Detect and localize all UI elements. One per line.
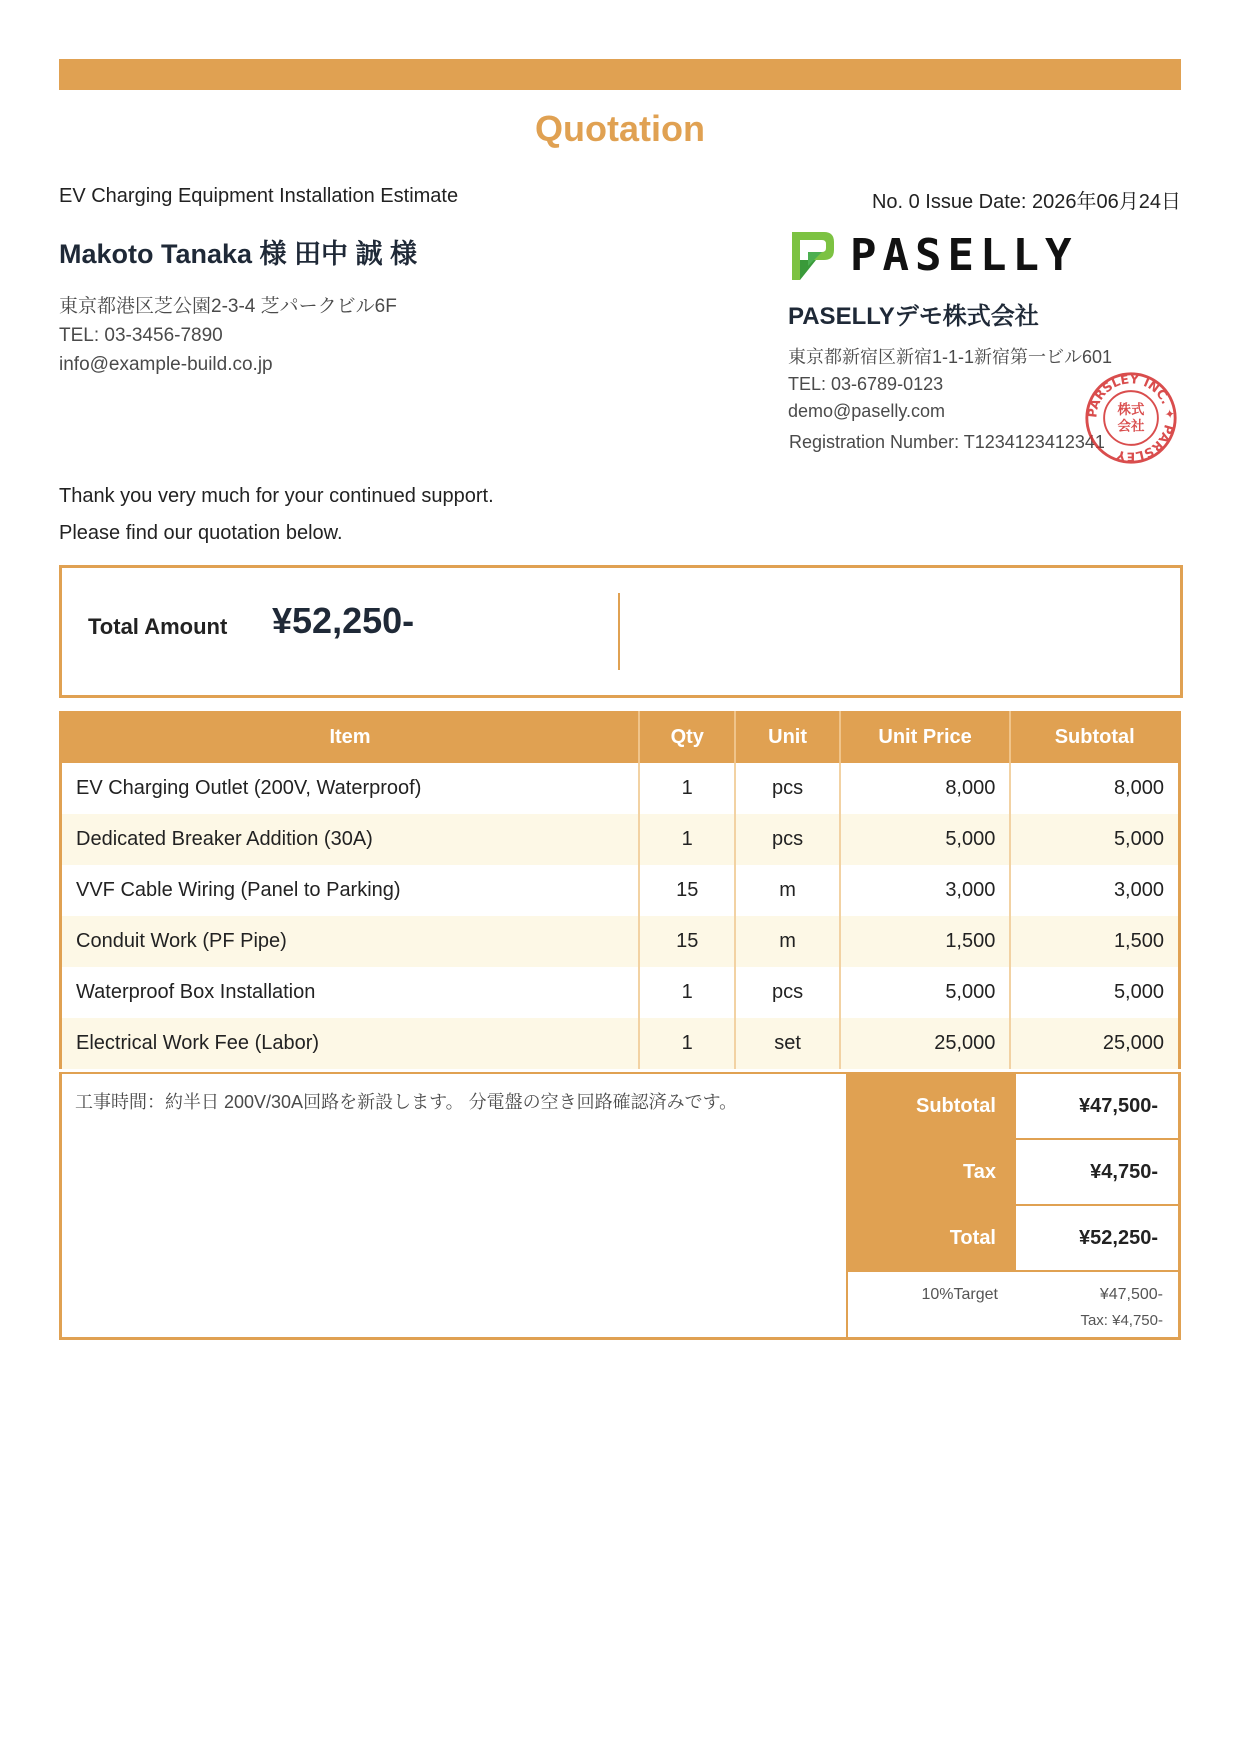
tax-amount: Tax: ¥4,750- — [1080, 1312, 1163, 1329]
company-info — [788, 344, 1112, 425]
cell-unit-price: 3,000 — [840, 865, 1011, 916]
table-row — [61, 967, 1180, 1018]
cell-unit: set — [735, 1018, 839, 1069]
client-address: 東京都港区芝公園2-3-4 芝パークビル6F — [59, 296, 397, 317]
greeting-line-2: Please find our quotation below. — [59, 522, 343, 544]
cell-unit: m — [735, 916, 839, 967]
cell-unit: pcs — [735, 967, 839, 1018]
tax-target-value: ¥47,500- — [1099, 1286, 1163, 1303]
header-subtotal: Subtotal — [1010, 711, 1179, 763]
table-header-row — [61, 711, 1180, 763]
greeting-line-1: Thank you very much for your continued support. — [59, 485, 494, 507]
cell-unit-price: 8,000 — [840, 763, 1011, 814]
cell-unit-price: 5,000 — [840, 814, 1011, 865]
svg-text:会社: 会社 — [1117, 419, 1145, 435]
subtotal-row — [848, 1074, 1178, 1138]
cell-qty: 1 — [639, 814, 735, 865]
tax-target-label: 10%Target — [921, 1286, 998, 1303]
cell-subtotal: 1,500 — [1010, 916, 1179, 967]
company-email: demo@paselly.com — [788, 401, 945, 421]
company-address: 東京都新宿区新宿1-1-1新宿第一ビル601 — [788, 347, 1113, 367]
cell-qty: 1 — [639, 763, 735, 814]
tax-value: ¥4,750- — [1090, 1161, 1158, 1183]
table-row — [61, 1018, 1180, 1069]
cell-unit-price: 1,500 — [840, 916, 1011, 967]
svg-text:株式: 株式 — [1117, 403, 1145, 419]
greeting — [59, 478, 494, 552]
cell-subtotal: 5,000 — [1010, 814, 1179, 865]
cell-qty: 1 — [639, 1018, 735, 1069]
header-unit-price: Unit Price — [840, 711, 1011, 763]
cell-item: EV Charging Outlet (200V, Waterproof) — [61, 763, 640, 814]
cell-item: Dedicated Breaker Addition (30A) — [61, 814, 640, 865]
cell-subtotal: 8,000 — [1113, 777, 1164, 799]
cell-qty: 15 — [639, 865, 735, 916]
header-accent-bar — [59, 59, 1181, 90]
cell-item: Waterproof Box Installation — [61, 967, 640, 1018]
company-logo — [788, 230, 1077, 282]
logo-text: PASELLY — [850, 230, 1078, 281]
cell-subtotal: 25,000 — [1010, 1018, 1179, 1069]
cell-qty: 1 — [639, 967, 735, 1018]
client-email: info@example-build.co.jp — [59, 354, 273, 375]
header-item: Item — [61, 711, 640, 763]
document-subtitle: EV Charging Equipment Installation Estimate — [59, 185, 459, 207]
total-box-divider — [618, 593, 620, 670]
issue-info: No. 0 Issue Date: 2026年06月24日 — [871, 191, 1181, 213]
total-amount-label: Total Amount — [88, 614, 228, 639]
total-row — [848, 1206, 1178, 1270]
cell-item: VVF Cable Wiring (Panel to Parking) — [61, 865, 640, 916]
table-row — [61, 916, 1180, 967]
items-table — [59, 711, 1181, 1069]
registration-number: Registration Number: T1234123412341 — [789, 432, 1105, 452]
cell-unit: pcs — [735, 763, 839, 814]
tax-row — [848, 1140, 1178, 1204]
cell-item: Electrical Work Fee (Labor) — [61, 1018, 640, 1069]
cell-unit-price: 25,000 — [840, 1018, 1011, 1069]
total-value: ¥52,250- — [1079, 1227, 1158, 1249]
client-info — [59, 292, 397, 379]
cell-subtotal: 3,000 — [1113, 879, 1164, 901]
subtotal-label: Subtotal — [848, 1074, 1016, 1138]
table-row — [61, 763, 1180, 814]
header-qty: Qty — [639, 711, 735, 763]
remarks-note: 工事時間：約半日 200V/30A回路を新設します。 分電盤の空き回路確認済みです。 — [75, 1092, 738, 1112]
header-unit: Unit — [735, 711, 839, 763]
total-label: Total — [848, 1206, 1016, 1270]
company-tel: TEL: 03-6789-0123 — [788, 374, 944, 394]
cell-subtotal: 5,000 — [1113, 981, 1164, 1003]
subtotal-value: ¥47,500- — [1079, 1095, 1158, 1117]
paselly-logo-icon — [788, 230, 836, 282]
cell-unit-price: 5,000 — [840, 967, 1011, 1018]
cell-qty: 15 — [639, 916, 735, 967]
company-name: PASELLYデモ株式会社 — [788, 303, 1039, 330]
total-amount-value: ¥52,250- — [272, 600, 415, 641]
cell-unit: m — [735, 865, 839, 916]
company-seal-icon — [1083, 370, 1179, 466]
tax-label: Tax — [848, 1140, 1016, 1204]
svg-text:PARSLEY INC. ✦ PARSLEY: PARSLEY INC. ✦ PARSLEY — [1084, 371, 1178, 465]
client-tel: TEL: 03-3456-7890 — [59, 325, 223, 346]
table-row — [61, 814, 1180, 865]
total-amount-box — [59, 565, 1183, 698]
document-title: Quotation — [535, 108, 705, 149]
summary-separator — [848, 1270, 1178, 1272]
summary-section — [59, 1072, 1181, 1340]
cell-unit: pcs — [735, 814, 839, 865]
table-row — [61, 865, 1180, 916]
cell-item: Conduit Work (PF Pipe) — [61, 916, 640, 967]
client-name: Makoto Tanaka 様 田中 誠 様 — [59, 239, 418, 269]
